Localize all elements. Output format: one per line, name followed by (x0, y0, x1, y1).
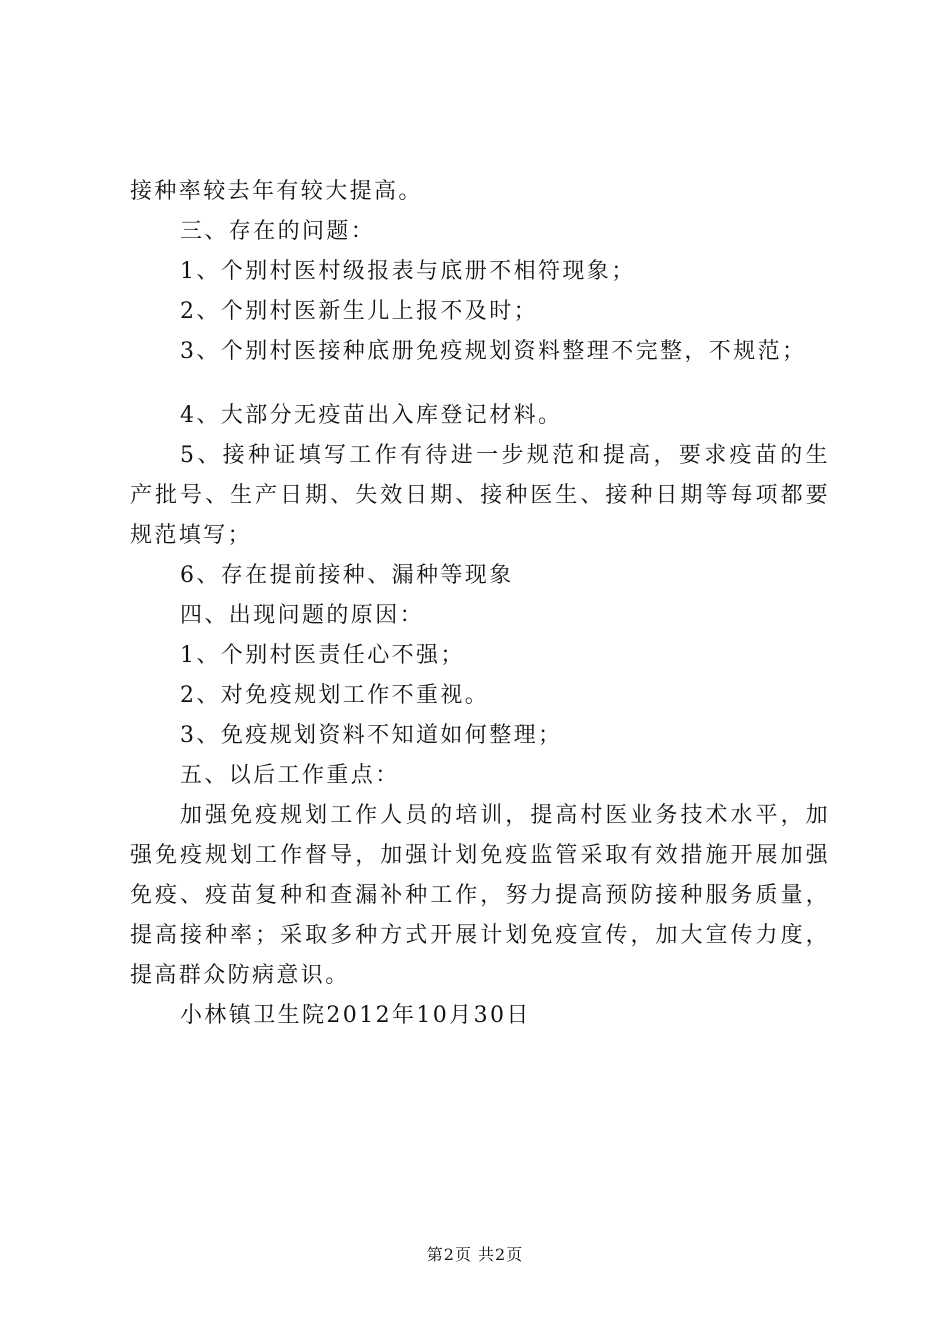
list-item: 2、个别村医新生儿上报不及时； (180, 299, 538, 324)
list-item: 4、大部分无疫苗出入库登记材料。 (180, 403, 563, 428)
list-item: 6、存在提前接种、漏种等现象 (180, 563, 514, 588)
page-footer: 第2页 共2页 (426, 1245, 524, 1264)
section-heading-focus: 五、以后工作重点： (180, 763, 400, 788)
text-line: 接种率较去年有较大提高。 (130, 179, 423, 204)
section-heading-problems: 三、存在的问题： (180, 219, 376, 244)
list-item: 1、个别村医责任心不强； (180, 643, 465, 668)
paragraph: 加强免疫规划工作人员的培训，提高村医业务技术水平，加强免疫规划工作督导，加强计划免疫监管采取有效措施开展加强免疫、疫苗复种和查漏补种工作，努力提高预防接种服务质量，提高接种率；采取多种方式开展计划免疫宣传，加大宣传力度，提高群众防病意识。 (130, 803, 830, 988)
signature-date: 小林镇卫生院2012年10月30日 (180, 1003, 531, 1028)
section-heading-causes: 四、出现问题的原因： (180, 603, 425, 628)
list-item: 2、对免疫规划工作不重视。 (180, 683, 490, 708)
list-item: 5、接种证填写工作有待进一步规范和提高，要求疫苗的生产批号、生产日期、失效日期、接种医生、接种日期等每项都要规范填写； (130, 443, 830, 548)
paragraph-gap (130, 372, 830, 396)
document-body (130, 172, 830, 1036)
list-item: 3、免疫规划资料不知道如何整理； (180, 723, 563, 748)
list-item: 3、个别村医接种底册免疫规划资料整理不完整，不规范； (180, 339, 807, 364)
list-item: 1、个别村医村级报表与底册不相符现象； (180, 259, 636, 284)
